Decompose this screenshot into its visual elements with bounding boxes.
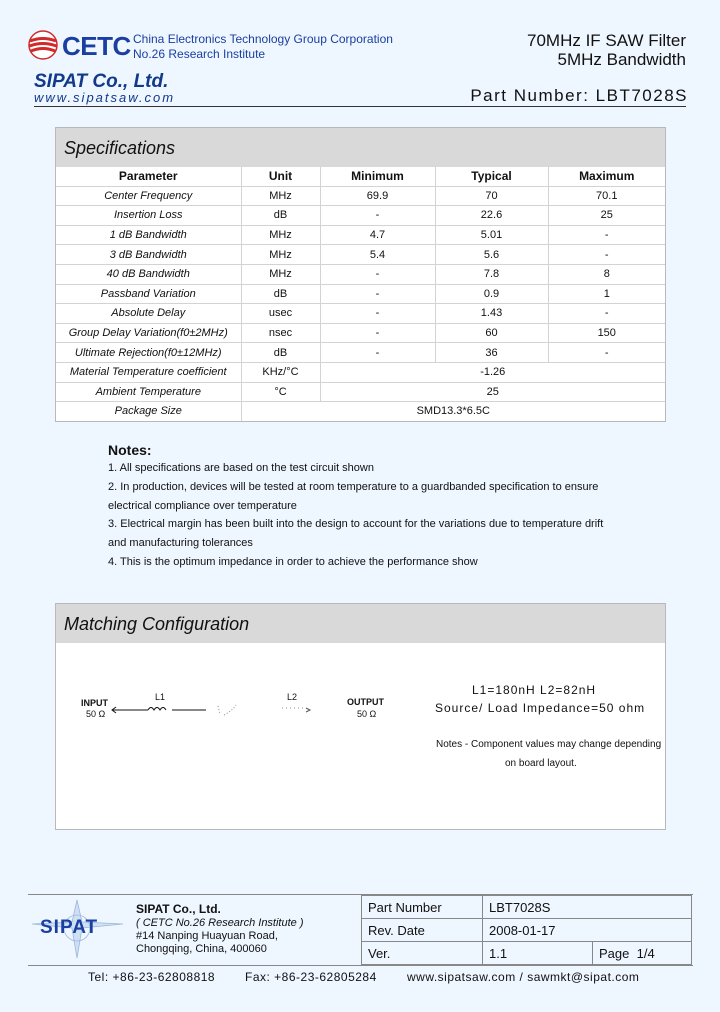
sipat-logo-text: SIPAT [40,917,99,938]
table-cell: 3 dB Bandwidth [56,245,241,265]
table-cell: MHz [241,245,320,265]
footer-institute: ( CETC No.26 Research Institute ) [136,917,304,929]
note-line: 3. Electrical margin has been built into the design to account for the variations due to temperature drift [108,518,604,530]
table-cell: °C [241,382,320,402]
website-link[interactable]: www.sipatsaw.com [34,90,176,105]
table-cell: 5.01 [435,225,548,245]
table-cell: 25 [548,206,665,226]
table-cell: - [320,304,435,324]
rev-date-value: 2008-01-17 [483,919,692,942]
table-cell: usec [241,304,320,324]
table-cell: dB [241,206,320,226]
table-cell: MHz [241,225,320,245]
cetc-globe-logo-icon [28,30,58,60]
part-number: Part Number: LBT7028S [470,86,688,105]
l1-label: L1 [155,692,166,702]
table-cell: 4.7 [320,225,435,245]
company-name: SIPAT Co., Ltd. [34,71,169,92]
table-cell: 69.9 [320,186,435,206]
table-cell: 5.4 [320,245,435,265]
table-cell: - [320,343,435,363]
table-cell: 70 [435,186,548,206]
footer-info-table [361,895,692,965]
table-cell: Ultimate Rejection(f0±12MHz) [56,343,241,363]
table-cell: 0.9 [435,284,548,304]
table-cell: 22.6 [435,206,548,226]
table-row [362,919,692,942]
table-cell: MHz [241,186,320,206]
table-cell: - [548,343,665,363]
table-cell: dB [241,284,320,304]
table-row [362,896,692,919]
note-line: electrical compliance over temperature [108,500,297,512]
table-cell: Absolute Delay [56,304,241,324]
footer-fax: Fax: +86-23-62805284 [245,970,377,984]
output-label: OUTPUT [347,697,384,707]
input-impedance: 50 Ω [86,709,106,719]
output-impedance: 50 Ω [357,709,377,719]
col-header: Parameter [118,169,178,184]
table-row [56,245,665,265]
table-cell: - [320,284,435,304]
table-cell: KHz/°C [241,362,320,382]
table-cell: Material Temperature coefficient [56,362,241,382]
col-header: Minimum [320,167,435,186]
table-cell: -1.26 [320,362,665,382]
table-row [56,264,665,284]
rev-date-label: Rev. Date [362,919,483,942]
table-cell: 36 [435,343,548,363]
table-header-row [56,167,665,186]
table-cell: - [320,264,435,284]
table-cell: 7.8 [435,264,548,284]
table-cell: 25 [320,382,665,402]
table-cell: 70.1 [548,186,665,206]
table-cell: Ambient Temperature [56,382,241,402]
table-cell: 1.43 [435,304,548,324]
cetc-logo-text: CETC [62,31,131,61]
specifications-heading: Specifications [56,128,665,167]
product-bandwidth: 5MHz Bandwidth [557,50,686,69]
footer-tel: Tel: +86-23-62808818 [88,970,216,984]
corp-name: China Electronics Technology Group Corporation [133,32,393,46]
footer-address: #14 Nanping Huayuan Road, [136,930,278,942]
table-row [362,942,692,965]
institute-name: No.26 Research Institute [133,47,266,61]
matching-note-line: Notes - Component values may change depending [436,739,662,750]
note-line: 4. This is the optimum impedance in order to achieve the performance show [108,556,478,568]
page-label: Page [599,945,630,961]
matching-note-line: on board layout. [505,758,577,769]
table-cell: Center Frequency [56,186,241,206]
product-title: 70MHz IF SAW Filter [527,31,686,50]
footer-address: Chongqing, China, 400060 [136,943,267,955]
input-label: INPUT [81,698,108,708]
version-value: 1.1 [483,942,593,965]
col-header: Unit [241,167,320,186]
specifications-panel [55,127,666,422]
table-cell: 60 [435,323,548,343]
table-cell: - [320,323,435,343]
table-row [56,186,665,206]
note-line: 2. In production, devices will be tested at room temperature to a guardbanded specification to ensure [108,481,599,493]
version-label: Ver. [362,942,483,965]
component-values: L1=180nH L2=82nH [472,683,597,697]
col-header: Maximum [548,167,665,186]
table-cell: - [548,225,665,245]
col-header: Typical [435,167,548,186]
page-value: 1/4 [636,945,655,961]
specifications-table [56,167,665,421]
table-cell: Group Delay Variation(f0±2MHz) [56,323,241,343]
note-line: 1. All specifications are based on the test circuit shown [108,462,374,474]
table-cell: Package Size [56,402,241,421]
header-divider [34,106,686,107]
table-cell: 5.6 [435,245,548,265]
table-cell: SMD13.3*6.5C [241,402,665,421]
table-cell: dB [241,343,320,363]
table-cell: Insertion Loss [56,206,241,226]
footer-company: SIPAT Co., Ltd. [136,902,221,916]
table-row [56,382,665,402]
table-row [56,402,665,421]
page-cell [593,942,692,965]
table-row [56,225,665,245]
table-cell: 1 [548,284,665,304]
table-cell: 40 dB Bandwidth [56,264,241,284]
table-cell: - [320,206,435,226]
table-row [56,284,665,304]
table-cell: 1 dB Bandwidth [56,225,241,245]
table-row [56,343,665,363]
table-row [56,206,665,226]
table-cell: 8 [548,264,665,284]
footer-web-email[interactable]: www.sipatsaw.com / sawmkt@sipat.com [407,970,640,984]
matching-circuit-diagram [110,695,350,725]
part-number-label: Part Number [362,896,483,919]
table-cell: - [548,245,665,265]
table-cell: Passband Variation [56,284,241,304]
part-number-value: LBT7028S [483,896,692,919]
table-row [56,323,665,343]
l2-label: L2 [287,692,298,702]
note-line: and manufacturing tolerances [108,537,253,549]
table-cell: 150 [548,323,665,343]
table-cell: - [548,304,665,324]
matching-heading: Matching Configuration [56,604,665,643]
table-row [56,362,665,382]
table-cell: nsec [241,323,320,343]
table-row [56,304,665,324]
impedance-text: Source/ Load Impedance=50 ohm [435,701,646,715]
table-cell: MHz [241,264,320,284]
notes-title: Notes: [108,442,152,458]
